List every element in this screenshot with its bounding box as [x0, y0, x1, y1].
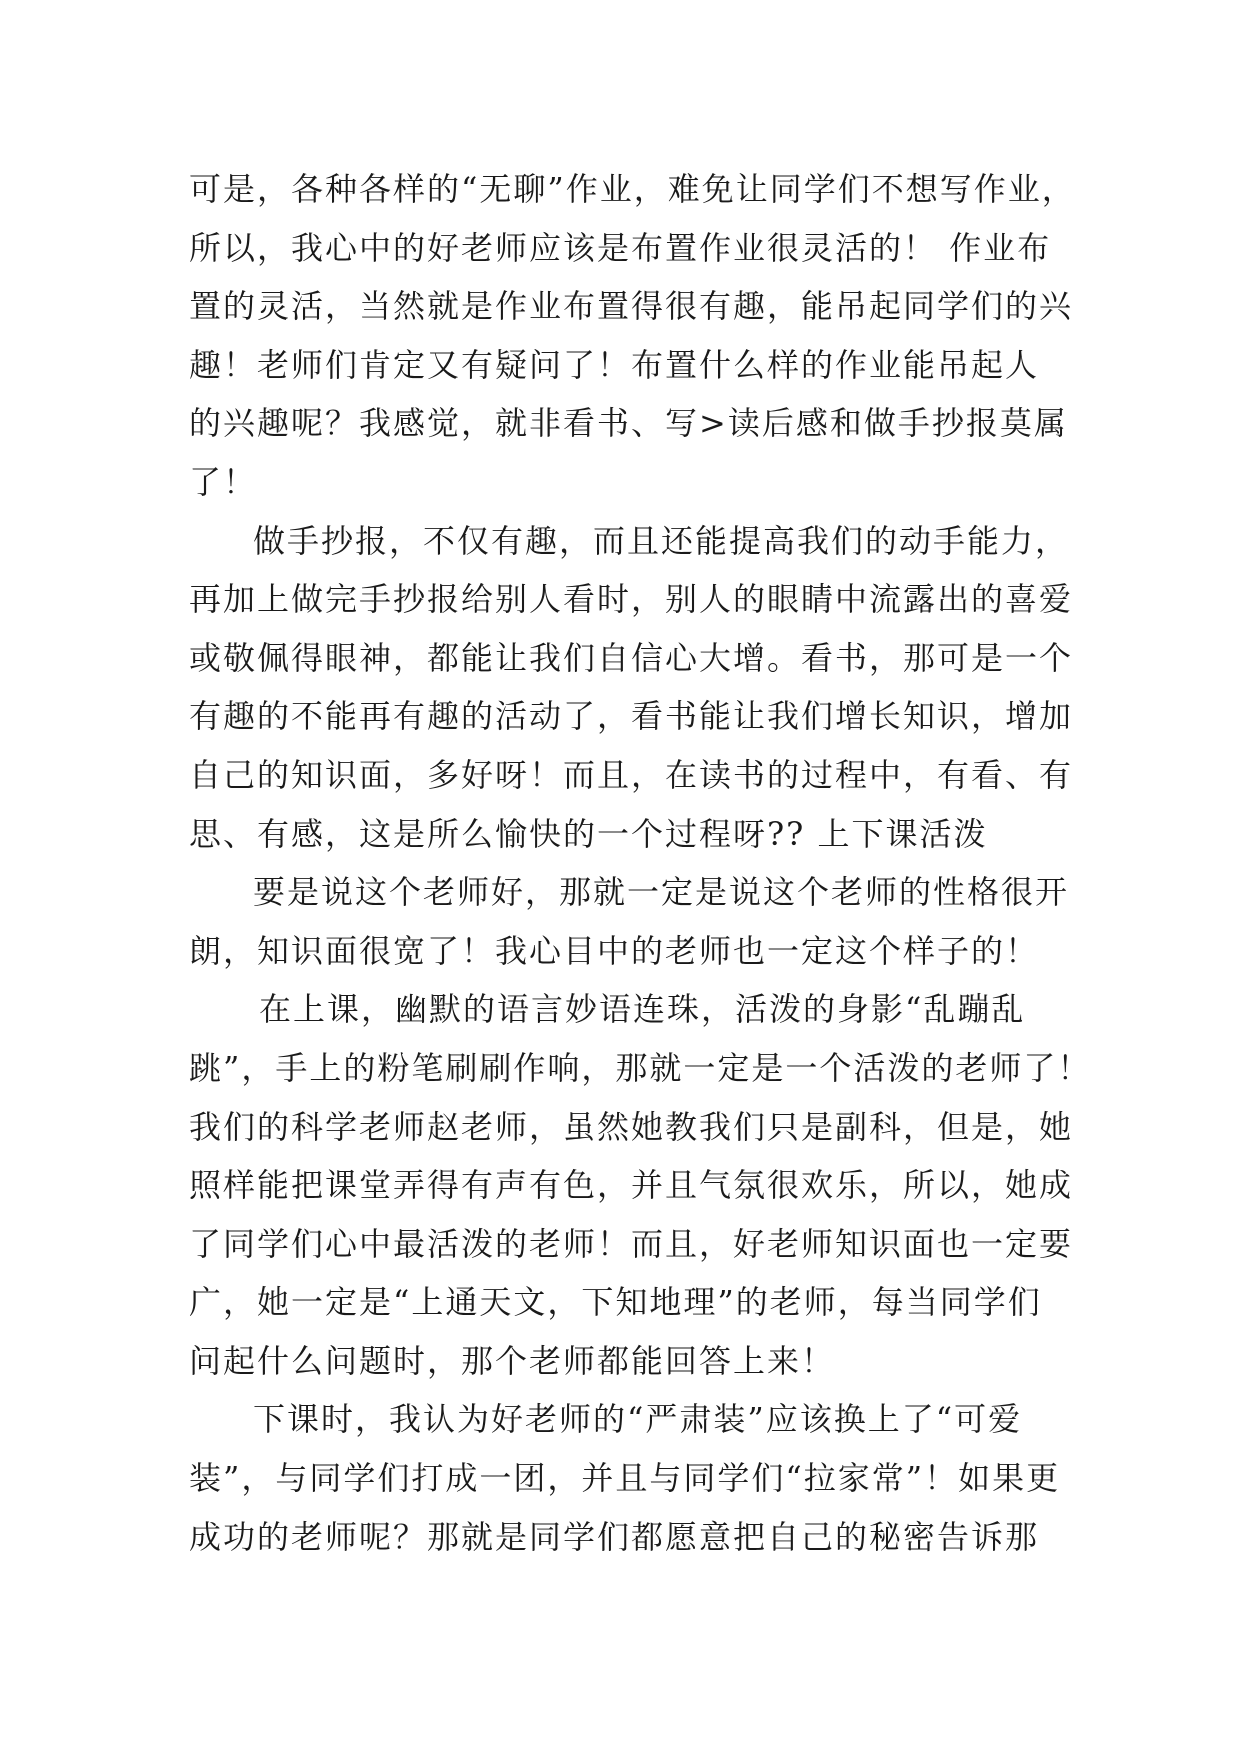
text-line: 了！ [189, 462, 258, 501]
text-line: 了同学们心中最活泼的老师！而且，好老师知识面也一定要 [189, 1224, 1074, 1263]
text-line: 下课时，我认为好老师的“严肃装”应该换上了“可爱 [253, 1400, 1023, 1439]
text-line: 照样能把课堂弄得有声有色，并且气氛很欢乐，所以，她成 [189, 1166, 1074, 1205]
document-body [189, 160, 1092, 1566]
text-line: 做手抄报，不仅有趣，而且还能提高我们的动手能力， [253, 521, 1070, 560]
text-line: 跳”，手上的粉笔刷刷作响，那就一定是一个活泼的老师了！ [189, 1048, 1092, 1087]
text-line: 所以，我心中的好老师应该是布置作业很灵活的！ 作业布 [189, 228, 1052, 267]
text-line: 的兴趣呢？我感觉，就非看书、写>读后感和做手抄报莫属 [189, 404, 1068, 443]
text-line: 朗，知识面很宽了！我心目中的老师也一定这个样子的！ [189, 931, 1040, 970]
text-line: 思、有感，这是所么愉快的一个过程呀?? 上下课活泼 [189, 814, 988, 853]
text-line: 装”，与同学们打成一团，并且与同学们“拉家常”！如果更 [189, 1459, 1061, 1498]
text-line: 有趣的不能再有趣的活动了，看书能让我们增长知识，增加 [189, 697, 1074, 736]
text-line: 问起什么问题时，那个老师都能回答上来！ [189, 1341, 836, 1380]
text-line: 自己的知识面，多好呀！而且，在读书的过程中，有看、有 [189, 755, 1074, 794]
text-line: 趣！老师们肯定又有疑问了！布置什么样的作业能吊起人 [189, 345, 1040, 384]
text-line: 在上课，幽默的语言妙语连珠，活泼的身影“乱蹦乱 [259, 990, 1026, 1029]
text-line: 我们的科学老师赵老师，虽然她教我们只是副科，但是，她 [189, 1107, 1074, 1146]
text-line: 成功的老师呢？那就是同学们都愿意把自己的秘密告诉那 [189, 1517, 1040, 1556]
text-line: 广，她一定是“上通天文，下知地理”的老师，每当同学们 [189, 1283, 1042, 1322]
text-line: 置的灵活，当然就是作业布置得很有趣，能吊起同学们的兴 [189, 287, 1074, 326]
text-line: 或敬佩得眼神，都能让我们自信心大增。看书，那可是一个 [189, 638, 1074, 677]
text-line: 可是，各种各样的“无聊”作业，难免让同学们不想写作业， [189, 170, 1076, 208]
text-line: 再加上做完手抄报给别人看时，别人的眼睛中流露出的喜爱 [189, 580, 1074, 619]
text-line: 要是说这个老师好，那就一定是说这个老师的性格很开 [253, 873, 1070, 912]
